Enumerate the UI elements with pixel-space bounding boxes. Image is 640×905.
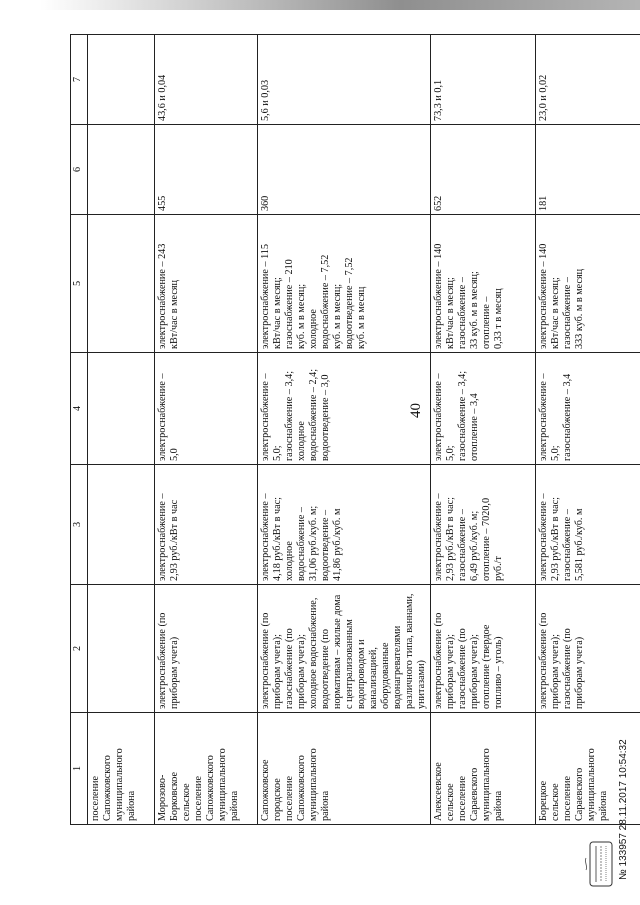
table-cell	[88, 465, 155, 585]
table-cell: Алексеевское сельское поселение Сараевского муниципального района	[431, 713, 536, 825]
table-cell: электроснабжение – 5,0; газоснабжение – 3,4	[536, 353, 640, 465]
table-cell: электроснабжение – 5,0; газоснабжение – 3,4; холодное водоснабжение – 2,4; водоотведение – 3,0	[258, 353, 431, 465]
table-cell: электроснабжение – 4,18 руб./кВт в час; холодное водоснабжение – 31,06 руб./куб. м; водоотведение – 41,86 руб./куб. м	[258, 465, 431, 585]
table-cell: электроснабжение – 5,0	[155, 353, 258, 465]
header-cell: 5	[71, 215, 88, 353]
table-cell: электроснабжение – 5,0; газоснабжение – 3,4; отопление – 3,4	[431, 353, 536, 465]
header-cell: 3	[71, 465, 88, 585]
table-row	[536, 35, 640, 825]
header-cell: 1	[71, 713, 88, 825]
header-cell: 7	[71, 35, 88, 125]
table-row	[155, 35, 258, 825]
table-cell: 43,6 и 0,04	[155, 35, 258, 125]
table-cell: электроснабжение (по приборам учета); газоснабжение (по приборам учета)	[536, 585, 640, 713]
table-cell: поселение Сапожковского муниципального района	[88, 713, 155, 825]
table-row	[431, 35, 536, 825]
registration-stamp-icon	[584, 838, 618, 890]
table-row	[258, 35, 431, 825]
table-cell: Сапожковское городское поселение Сапожковского муниципального района	[258, 713, 431, 825]
table-cell: электроснабжение (по приборам учета); газоснабжение (по приборам учета); холодное водоснабжение, водоотведение (по нормативам – жилые дома с централизованным водопроводом и канализацией, оборудованные водонагревателями различного типа, ваннами, унитазами)	[258, 585, 431, 713]
table-cell: Морозово- Борковское сельское поселение Сапожковского муниципального района	[155, 713, 258, 825]
table-cell: 73,3 и 0,1	[431, 35, 536, 125]
table-cell: Борецкое сельское поселение Сараевского муниципального района	[536, 713, 640, 825]
table-cell: 360	[258, 125, 431, 215]
table-cell: 5,6 и 0,03	[258, 35, 431, 125]
table-cell	[88, 125, 155, 215]
scan-edge-artifact	[40, 0, 640, 10]
rotated-table-container	[70, 35, 609, 825]
table-cell: электроснабжение (по приборам учета)	[155, 585, 258, 713]
header-cell: 6	[71, 125, 88, 215]
table-cell	[88, 585, 155, 713]
table-cell: электроснабжение – 140 кВт/час в месяц; газоснабжение – 333 куб. м в месяц	[536, 215, 640, 353]
table-cell: электроснабжение (по приборам учета); газоснабжение (по приборам учета); отопление (твердое топливо – уголь)	[431, 585, 536, 713]
table-cell	[88, 353, 155, 465]
header-cell: 2	[71, 585, 88, 713]
table-header-row	[71, 35, 88, 825]
table-cell: 455	[155, 125, 258, 215]
table-cell: электроснабжение – 140 кВт/час в месяц; газоснабжение – 33 куб. м в месяц; отопление – 0,33 т в месяц	[431, 215, 536, 353]
table-cell: 652	[431, 125, 536, 215]
table-cell: 181	[536, 125, 640, 215]
table-cell: электроснабжение – 243 кВт/час в месяц	[155, 215, 258, 353]
header-cell: 4	[71, 353, 88, 465]
table-cell: электроснабжение – 2,93 руб./кВт в час; газоснабжение – 6,49 руб./куб. м; отопление – 7020,0 руб./т	[431, 465, 536, 585]
document-registration-footer: № 133957 28.11.2017 10:54:32	[618, 739, 629, 880]
table-cell	[88, 35, 155, 125]
table-cell	[88, 215, 155, 353]
table-cell: электроснабжение – 115 кВт/час в месяц; газоснабжение – 210 куб. м в месяц; холодное водоснабжение – 7,52 куб. м в месяц; водоотведение – 7,52 куб. м в месяц	[258, 215, 431, 353]
table-row	[88, 35, 155, 825]
table-cell: электроснабжение – 2,93 руб./кВт в час; газоснабжение – 5,581 руб./куб. м	[536, 465, 640, 585]
page-number: 40	[408, 403, 424, 418]
table-cell: 23,0 и 0,02	[536, 35, 640, 125]
tariff-table	[70, 34, 640, 825]
table-cell: электроснабжение – 2,93 руб./кВт в час	[155, 465, 258, 585]
